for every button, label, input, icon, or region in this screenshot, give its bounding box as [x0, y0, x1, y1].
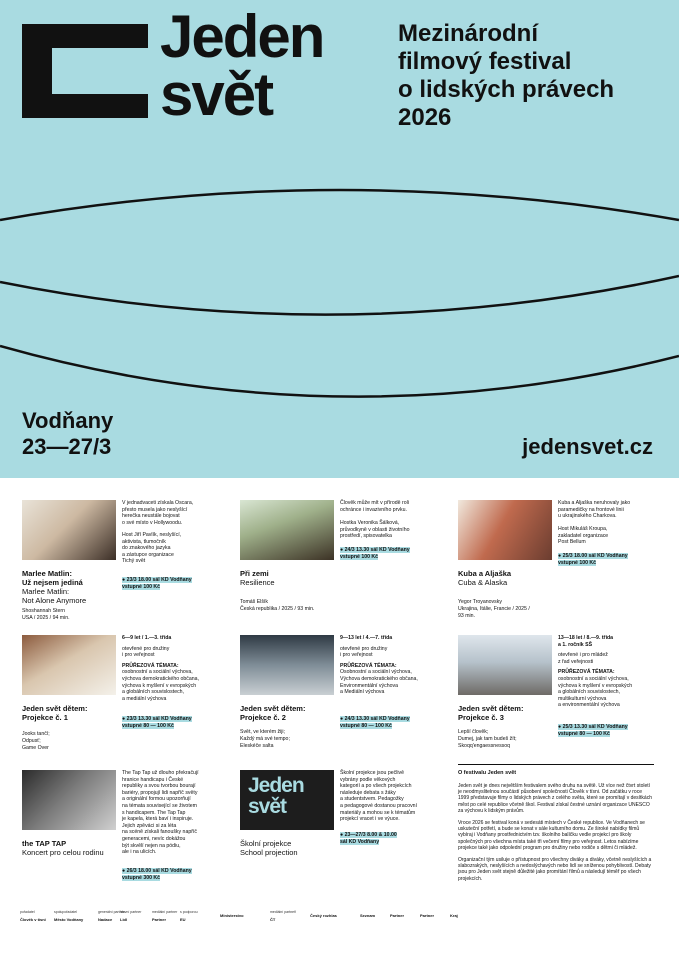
guest-line: a zástupce organizace [122, 551, 174, 558]
festival-title-line: Mezinárodní [398, 20, 539, 47]
film-guest [340, 520, 450, 540]
film-name: Lepší člověk; [458, 729, 489, 735]
title-en: Projekce č. 3 [458, 713, 504, 722]
film-name: Game Over [22, 745, 49, 751]
desc-line: a originální formou upozorňují [122, 796, 191, 803]
themes-label: PRŮŘEZOVÁ TÉMATA: [122, 662, 179, 669]
guest-line: aktivista, tlumočník [122, 538, 166, 545]
festival-year: 2026 [398, 104, 452, 131]
film-name: Odpusť; [22, 738, 41, 744]
desc-line: herečka neustále bojovat [122, 513, 180, 520]
program-title [240, 704, 350, 722]
festival-title-line: o lidských právech [398, 76, 615, 103]
desc-line: Jejich zpěváci si za léta [122, 822, 177, 829]
theme-line: osobnostní a sociální výchova, [558, 675, 629, 682]
screening-info [558, 553, 668, 567]
film-description [558, 500, 668, 520]
title-cz: Školní projekce [240, 839, 292, 848]
desc-line: u ukrajinského Charkova. [558, 513, 617, 520]
audience-line: otevřené pro družiny [340, 645, 388, 652]
desc-line: ochránce i invazivního prvku. [340, 506, 407, 513]
film-still-projekce-3 [458, 635, 552, 695]
festival-dates: 23—27/3 [22, 434, 112, 459]
screening-time: ● 23/3 13.30 sál KD Vodňany [122, 716, 192, 722]
program-films [22, 731, 132, 752]
film-still-pri-zemi [240, 500, 334, 560]
film-name: Každý má své tempo; [240, 736, 290, 742]
country-year-length: USA / 2025 / 94 min. [22, 615, 70, 621]
logo-line-1: Jeden [160, 3, 324, 70]
desc-line: na scéně získali fanoušky napříč [122, 829, 197, 836]
theme-line: Výchova demokratického občana, [340, 675, 418, 682]
about-divider [458, 764, 654, 765]
screening-time: ● 23—27/3 8.00 & 10.00 [340, 832, 397, 838]
guest-line: Host Jiří Pavlík, neslyšící, [122, 532, 182, 538]
theme-line: a globálních souvislostech, [122, 689, 184, 696]
program-title [458, 704, 568, 722]
sponsor-name: Nadace [98, 917, 113, 922]
screening-info [122, 577, 232, 591]
title-cz: Kuba a Aljaška [458, 569, 512, 578]
theme-line: a environmentální výchova [558, 702, 620, 709]
age-group: 6—9 let / 1.—3. třída [122, 635, 172, 641]
logo-wordmark [160, 3, 324, 128]
theme-line: multikulturní výchova [558, 695, 607, 702]
film-title [22, 569, 132, 605]
program-films [458, 729, 568, 750]
screening-info [122, 868, 232, 882]
director: Shoshannah Stern [22, 608, 65, 614]
audience-line: i pro veřejnost [122, 652, 155, 659]
website-link[interactable]: jedensvet.cz [522, 434, 653, 459]
sponsor-name: Partner [420, 913, 435, 918]
title-cz: Marlee Matlin: [22, 569, 73, 578]
theme-line: Environmentální výchova [340, 682, 398, 689]
ticket-price: vstupné 100 Kč [122, 584, 161, 590]
film-meta [458, 599, 568, 620]
film-still-projekce-2 [240, 635, 334, 695]
ticket-price: vstupné 100 Kč [340, 554, 379, 560]
sponsor-logo [390, 910, 404, 918]
desc-line: být skvělí nejen na pódiu, [122, 842, 181, 849]
about-title: O festivalu Jeden svět [458, 770, 517, 776]
desc-line: a studentstvem. Pedagožky [340, 796, 404, 803]
sponsor-bar [20, 910, 660, 940]
sponsor-name: Partner [390, 913, 405, 918]
audience-line: otevřené pro družiny [122, 645, 170, 652]
title-cz: Jeden svět dětem: [458, 704, 524, 713]
sponsor-name: Český rozhlas [310, 913, 337, 918]
sponsor-logo [310, 910, 337, 918]
sponsor-role: s podporou [180, 910, 198, 914]
screening-info [122, 716, 232, 730]
ticket-price: vstupné 100 Kč [558, 560, 597, 566]
desc-line: Člověk může mít v přírodě roli [340, 500, 409, 506]
sponsor-name: Člověk v tísni [20, 917, 46, 922]
sponsor-role: generální partner [98, 910, 125, 914]
title-en: Projekce č. 1 [22, 713, 68, 722]
school-projection-description [340, 770, 450, 823]
desc-line: následuje debata s žáky [340, 789, 396, 796]
country-year-length: Ukrajina, Itálie, Francie / 2025 / [458, 606, 530, 612]
title-en: Marlee Matlin: [22, 587, 70, 596]
about-text [458, 783, 654, 888]
sponsor-logo [20, 910, 46, 922]
sponsor-role: hlavní partner [120, 910, 142, 914]
title-en: Not Alone Anymore [22, 596, 87, 605]
sponsor-name: Kraj [450, 913, 458, 918]
program-details [340, 635, 450, 696]
ticket-price: vstupné 80 — 100 Kč [122, 723, 174, 729]
audience-line: i pro veřejnost [340, 652, 373, 659]
director: Yegor Troyanovsky [458, 599, 502, 605]
age-group: a 1. ročník SŠ [558, 641, 593, 648]
desc-line: V jednadvaceti získala Oscara, [122, 500, 194, 506]
program-films [240, 729, 350, 750]
film-meta [22, 608, 132, 622]
sponsor-name: Seznam [360, 913, 376, 918]
theme-line: a mediální výchova [122, 695, 167, 702]
desc-line: The Tap Tap už dlouho překračují [122, 770, 199, 776]
film-still-marlee [22, 500, 116, 560]
about-paragraph: Vroce 2026 se festival koná v sedesáti místech v České republice. Ve Vodňanech se uskuteční potřetí, a bude se konat v sále kulturního domu. Ze široké nabídky filmů vybíraj i Vodňany prostřednictvím tzv. školního balíčku vedle projekcí pro školy společných pro všechna místa také tři večerní filmy pro veřejnost. Letos nabízíme projekce také jako odpolední program pro družiny nebo rodiče s dětmi či mládež. [458, 820, 645, 851]
city-and-dates [22, 408, 113, 460]
sponsor-logo [152, 910, 177, 922]
ticket-price: vstupné 80 — 100 Kč [340, 723, 392, 729]
film-still-projekce-1 [22, 635, 116, 695]
age-group: 13—18 let / 8.—9. třída [558, 635, 614, 641]
title-cz: Už nejsem jediná [22, 578, 83, 587]
concert-title [22, 839, 132, 857]
age-group: 9—13 let / 4.—7. třída [340, 635, 393, 641]
screening-info [340, 716, 450, 730]
desc-line: s handicapem. The Tap Tap [122, 809, 186, 816]
logo-line-2: svět [248, 795, 287, 818]
film-name: Dumej, jak tam budeš žít; [458, 736, 517, 742]
desc-line: přesto musela jako neslyšící [122, 506, 188, 513]
theme-line: výchova demokratického občana, [122, 675, 199, 682]
sponsor-logo [120, 910, 141, 922]
themes-label: PRŮŘEZOVÁ TÉMATA: [340, 662, 397, 669]
sponsor-name: ČT [270, 917, 276, 922]
program-title [22, 704, 132, 722]
sponsor-role: spolupořadatel [54, 910, 77, 914]
desc-line: republiky a svou tvorbou bourají [122, 783, 196, 790]
guest-line: prostředí, spisovatelka [340, 533, 392, 540]
title-cz: Jeden svět dětem: [240, 704, 306, 713]
director: Tomáš Elšík [240, 599, 268, 605]
title-en: Koncert pro celou rodinu [22, 848, 104, 857]
guest-line: Host Mikuláš Kroupa, [558, 526, 608, 532]
screening-time: ● 23/3 18.00 sál KD Vodňany [122, 577, 192, 583]
screening-time: ● 26/3 18.00 sál KD Vodňany [122, 868, 192, 874]
country-year-length: Česká republika / 2025 / 93 min. [240, 606, 315, 612]
desc-line: o své místo v Hollywoodu. [122, 519, 183, 526]
desc-line: paramedičky na frontové linii [558, 506, 624, 513]
city-name: Vodňany [22, 408, 114, 433]
film-still-tap-tap [22, 770, 116, 830]
sponsor-role: mediální partneři [270, 910, 297, 914]
theme-line: a Mediální výchova [340, 689, 385, 696]
screening-time: ● 25/3 13.30 sál KD Vodňany [558, 724, 628, 730]
decorative-waves [0, 180, 679, 420]
theme-line: výchova k myšlení v evropských [558, 682, 633, 689]
film-name: Eleskéče salta [240, 743, 274, 749]
desc-line: Kuba a Aljaška neruhovaly jako [558, 500, 631, 506]
sponsor-role: mediální partner [152, 910, 178, 914]
logo-line-1: Jeden [248, 774, 304, 797]
sponsor-logo [54, 910, 83, 922]
film-length: 93 min. [458, 613, 476, 619]
ticket-price: vstupné 300 Kč [122, 875, 161, 881]
screening-time: ● 24/3 13.30 sál KD Vodňany [340, 547, 410, 553]
guest-line: do znakového jazyka [122, 545, 171, 552]
sponsor-logo [180, 910, 198, 922]
title-en: Resilience [240, 578, 275, 587]
school-projection-title [240, 839, 350, 857]
sponsor-logo [220, 910, 244, 918]
sponsor-logo [450, 910, 458, 918]
film-still-kuba-aljaska [458, 500, 552, 560]
film-title [240, 569, 350, 587]
festival-title [398, 20, 668, 132]
desc-line: generacemi, nevíc dokážou [122, 835, 186, 842]
theme-line: osobnostní a sociální výchova, [122, 669, 193, 676]
desc-line: je kapela, která baví i inspiruje. [122, 816, 194, 823]
guest-line: Post Bellum [558, 539, 586, 546]
title-cz: the TAP TAP [22, 839, 67, 848]
desc-line: a pedagogové dostanou pracovní [340, 802, 418, 809]
film-description [340, 500, 450, 513]
sponsor-name: Ministerstvo [220, 913, 244, 918]
screening-time: ● 24/3 13.30 sál KD Vodňany [340, 716, 410, 722]
film-name: Jooks tančí; [22, 731, 50, 737]
screening-info [340, 547, 450, 561]
festival-title-line: filmový festival [398, 48, 572, 75]
sponsor-role: pořadatel [20, 910, 35, 914]
film-guest [122, 532, 232, 565]
logo-line-2: svět [160, 61, 273, 128]
desc-line: na témata související se životem [122, 802, 197, 809]
title-en: Projekce č. 2 [240, 713, 286, 722]
jeden-svet-logo-icon [22, 24, 148, 118]
desc-line: materiály a mohou se k tématům [340, 809, 416, 816]
title-en: School projection [240, 848, 298, 857]
sponsor-name: Partner [152, 917, 167, 922]
desc-line: projekcí vracet i ve výuce. [340, 816, 400, 823]
concert-description [122, 770, 232, 856]
title-cz: Jeden svět dětem: [22, 704, 88, 713]
sponsor-name: Lidl [120, 917, 128, 922]
ticket-price: vstupné 80 — 100 Kč [558, 731, 610, 737]
film-name: Skoqq'engaessnessoq [458, 743, 511, 749]
desc-line: ale i na ulicích. [122, 849, 157, 856]
venue: sál KD Vodňany [340, 839, 380, 845]
about-paragraph: Organizační tým usiluje o přístupnost pro všechny diváky a diváky, včetně neslyšících a slabozrakých, neslyšících a nedoslýchavých nebo lidí se sníženou pohyblivostí. Debaty jsou pro Jeden svět stejně důležité jako promítání filmů a následují téměř po všech projekcích. [458, 857, 652, 882]
desc-line: vybrány podle věkových [340, 776, 396, 783]
film-meta [240, 599, 350, 613]
title-en: Cuba & Alaska [458, 578, 508, 587]
desc-line: kategorií a po všech projekcích [340, 783, 412, 790]
desc-line: Školní projekce jsou pečlivě [340, 770, 405, 776]
title-cz: Při zemi [240, 569, 269, 578]
film-name: Svět, ve kterém žiji; [240, 729, 285, 735]
themes-label: PRŮŘEZOVÁ TÉMATA: [558, 669, 615, 676]
program-details [558, 635, 668, 709]
desc-line: hranice handicapu i České [122, 776, 184, 783]
film-title [458, 569, 568, 587]
theme-line: a globálních souvislostech, [558, 689, 620, 696]
theme-line: Osobnostní a sociální výchova, [340, 669, 412, 676]
sponsor-logo [270, 910, 296, 922]
sponsor-name: EU [180, 917, 186, 922]
sponsor-name: Město Vodňany [54, 917, 84, 922]
sponsor-logo [360, 910, 375, 918]
sponsor-logo [420, 910, 434, 918]
program-details [122, 635, 232, 702]
film-description [122, 500, 232, 526]
guest-line: Tichý svět [122, 558, 146, 565]
guest-line: zakladatel organizace [558, 532, 609, 539]
about-paragraph: Jeden svět je dnes největším festivalem svého druhu na světě. Už více než čtvrt století je neodmyslitelnou součástí působení společnosti Člověk v tísni. Od začátku v roce 1999 představuje filmy o lidských právech z celého světa, které se promítají v desítkách měst po celé republice včetně škol. Festival získal čestné uznání organizace UNESCO za výchovu k lidským právům. [458, 783, 652, 814]
screening-info [558, 724, 668, 738]
desc-line: bariéry, propojují lidi napříč světy [122, 789, 198, 796]
guest-line: průvodkyně v oblasti životního [340, 526, 410, 533]
audience-line: otevřené i pro mládež [558, 652, 608, 659]
guest-line: Hostka Veronika Šálková, [340, 520, 400, 526]
film-guest [558, 526, 668, 546]
screening-time: ● 25/3 18.00 sál KD Vodňany [558, 553, 628, 559]
screening-info [340, 832, 450, 846]
school-projection-logo [240, 770, 334, 830]
theme-line: výchova k myšlení v evropských [122, 682, 197, 689]
audience-line: z řad veřejnosti [558, 658, 594, 665]
